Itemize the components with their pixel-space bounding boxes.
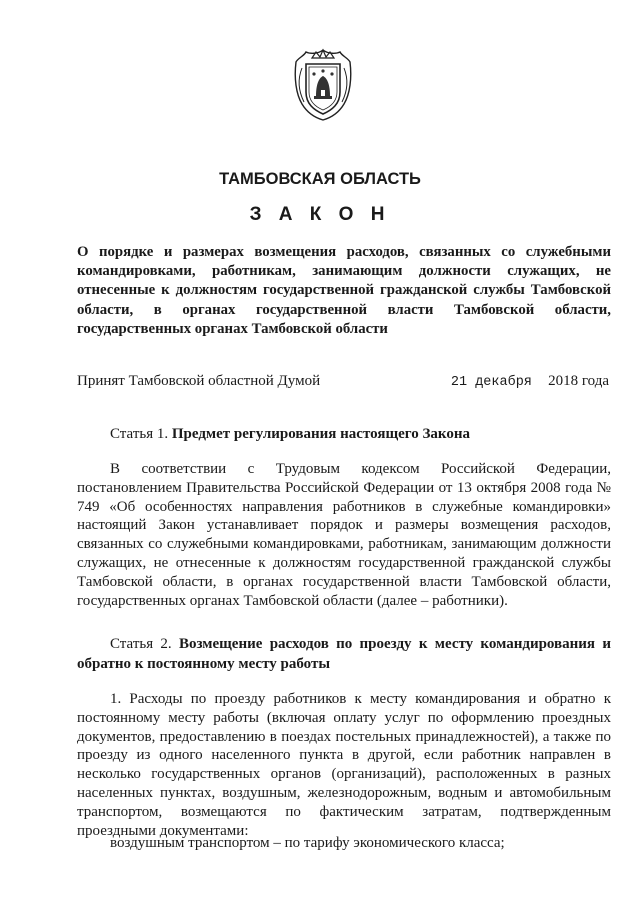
article-2-heading — [77, 634, 611, 674]
article-2-paragraph-1: 1. Расходы по проезду работников к месту командирования и обратно к постоянному месту работы (включая оплату услуг по оформлению проездных документов, предоставлению в поездах постельных принадлежностей), а также по проезду из одного населенного пункта в другой, если работник направлен в несколько государственных органов (организаций), расположенных в разных населенных пунктах, воздушным, железнодорожным, водным и автомобильным транспортом, возмещаются по фактическим затратам, подтвержденным проездными документами: — [77, 691, 611, 839]
article-1-text: В соответствии с Трудовым кодексом Российской Федерации, постановлением Правительства Российской Федерации от 13 октября 2008 года № 749 «Об особенностях направления работников в служебные командировки» настоящий Закон устанавливает порядок и размеры возмещения расходов, связанных со служебными командировками, работникам, занимающим должности служащих, не отнесенные к должностям государственной гражданской службы Тамбовской области, в органах государственной власти Тамбовской области, государственных органах Тамбовской области (далее – работники). — [77, 461, 611, 609]
region-title: ТАМБОВСКАЯ ОБЛАСТЬ — [219, 170, 421, 188]
adoption-day-month: 21 декабря — [450, 375, 532, 390]
article-2-list-item-1: воздушным транспортом – по тарифу экономического класса; — [110, 835, 505, 851]
adoption-year: 2018 года — [548, 373, 609, 389]
adoption-line — [77, 372, 611, 390]
document-type-heading: З А К О Н — [249, 204, 391, 225]
article-1-prefix: Статья 1. — [110, 426, 172, 442]
adopted-by: Принят Тамбовской областной Думой — [77, 373, 321, 389]
article-1-heading — [77, 424, 611, 444]
law-title: О порядке и размерах возмещения расходов, связанных со служебными командировками, работникам, занимающим должности служащих, не отнесенные к должностям государственной гражданской службы Тамбовской области, в органах государственной власти Тамбовской области, государственных органах Тамбовской области — [77, 244, 611, 337]
article-1-title: Предмет регулирования настоящего Закона — [171, 426, 470, 442]
tambov-coat-of-arms-icon — [292, 48, 354, 122]
article-2-title: Возмещение расходов по проезду к месту командирования и обратно к постоянному месту работы — [77, 636, 611, 672]
article-2-prefix: Статья 2. — [110, 636, 179, 652]
adoption-date — [451, 372, 609, 392]
